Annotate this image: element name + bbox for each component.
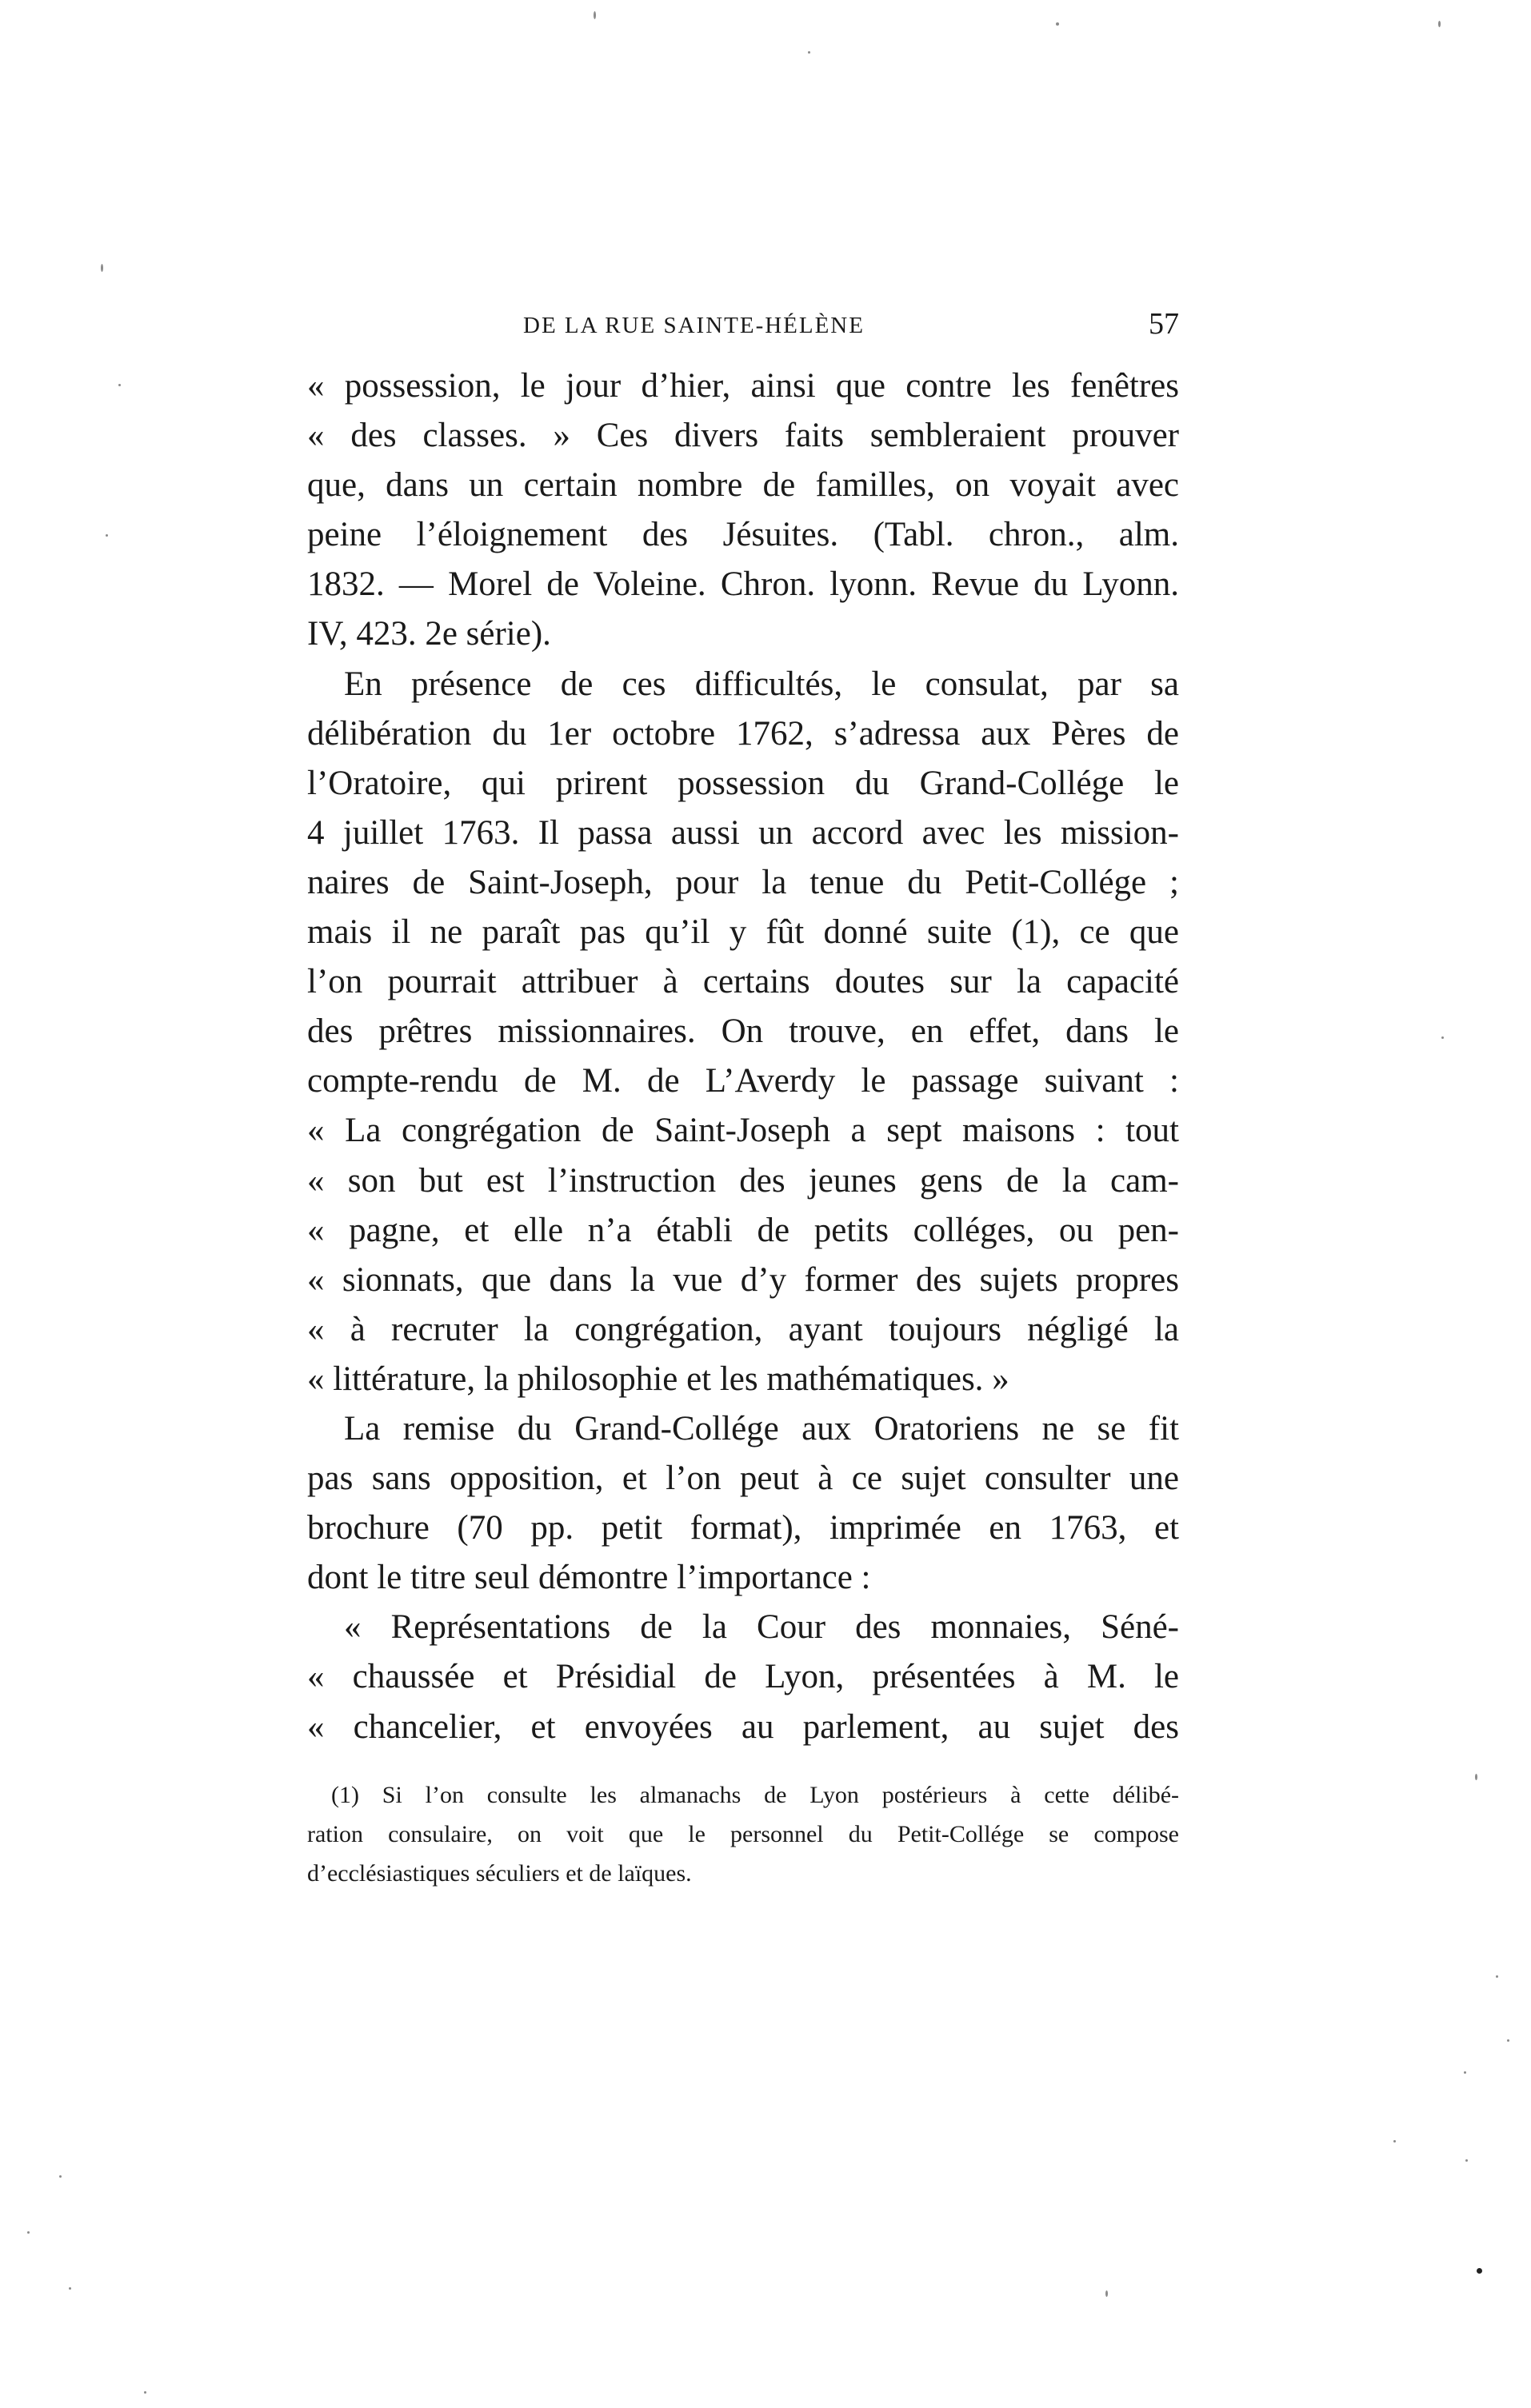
scan-speck [1056, 22, 1059, 26]
scan-speck [1465, 2159, 1468, 2162]
text-line: « Représentations de la Cour des monnaies, Séné- [344, 1608, 1179, 1647]
text-line: brochure (70 pp. petit format), imprimée en 1763, et [307, 1509, 1179, 1547]
scan-speck [69, 2287, 71, 2290]
text-line: pas sans opposition, et l’on peut à ce sujet consulter une [307, 1460, 1179, 1498]
text-line: peine l’éloignement des Jésuites. (Tabl. chron., alm. [307, 516, 1179, 554]
running-head [307, 306, 1179, 351]
text-line: « La congrégation de Saint-Joseph a sept maisons : tout [307, 1112, 1179, 1150]
page-number: 57 [1149, 307, 1179, 341]
footnote-line: d’ecclésiastiques séculiers et de laïques. [307, 1860, 692, 1887]
text-line: « son but est l’instruction des jeunes gens de la cam- [307, 1161, 1179, 1200]
text-line: « sionnats, que dans la vue d’y former des sujets propres [307, 1260, 1179, 1299]
body-text [307, 361, 1179, 1752]
scan-speck [144, 2391, 146, 2394]
text-line: mais il ne paraît pas qu’il y fût donné suite (1), ce que [307, 913, 1179, 952]
text-line: dont le titre seul démontre l’importance : [307, 1559, 871, 1597]
scan-speck [1464, 2071, 1466, 2074]
text-line: des prêtres missionnaires. On trouve, en effet, dans le [307, 1012, 1179, 1051]
text-line: En présence de ces difficultés, le consulat, par sa [344, 665, 1179, 703]
text-line: l’Oratoire, qui prirent possession du Grand-Collége le [307, 764, 1179, 802]
scan-speck [106, 534, 108, 537]
scan-speck [1496, 1975, 1498, 1978]
footnote-line: ration consulaire, on voit que le personnel du Petit-Collége se compose [307, 1821, 1179, 1847]
text-line: que, dans un certain nombre de familles, on voyait avec [307, 466, 1179, 505]
scan-speck [1477, 2268, 1482, 2274]
scan-speck [1438, 21, 1441, 27]
text-line: La remise du Grand-Collége aux Oratoriens ne se fit [344, 1409, 1179, 1448]
text-line: naires de Saint-Joseph, pour la tenue du Petit-Collége ; [307, 863, 1179, 901]
text-line: compte-rendu de M. de L’Averdy le passage suivant : [307, 1062, 1179, 1100]
scan-speck [118, 384, 121, 386]
scan-speck [808, 51, 810, 54]
scan-speck [1393, 2140, 1396, 2142]
scan-speck [594, 11, 596, 19]
running-title: DE LA RUE SAINTE-HÉLÈNE [523, 313, 865, 338]
text-line: « possession, le jour d’hier, ainsi que contre les fenêtres [307, 367, 1179, 405]
text-line: IV, 423. 2e série). [307, 615, 551, 653]
text-line: « pagne, et elle n’a établi de petits colléges, ou pen- [307, 1211, 1179, 1249]
scan-speck [1105, 2290, 1108, 2297]
scan-speck [59, 2175, 62, 2178]
text-line: 1832. — Morel de Voleine. Chron. lyonn. Revue du Lyonn. [307, 565, 1179, 604]
scan-speck [1475, 1774, 1477, 1780]
text-line: 4 juillet 1763. Il passa aussi un accord avec les mission- [307, 813, 1179, 852]
text-line: l’on pourrait attribuer à certains doutes sur la capacité [307, 963, 1179, 1001]
footnote [307, 1775, 1179, 1893]
text-line: « chancelier, et envoyées au parlement, au sujet des [307, 1707, 1179, 1746]
text-line: « des classes. » Ces divers faits sembleraient prouver [307, 417, 1179, 455]
text-line: « littérature, la philosophie et les mathématiques. » [307, 1360, 1009, 1398]
scan-speck [1441, 1036, 1444, 1039]
scan-speck [1507, 2039, 1509, 2042]
scan-speck [27, 2231, 30, 2234]
footnote-line: (1) Si l’on consulte les almanachs de Lyon postérieurs à cette délibé- [331, 1782, 1179, 1808]
text-line: « à recruter la congrégation, ayant toujours négligé la [307, 1310, 1179, 1348]
text-line: « chaussée et Présidial de Lyon, présentées à M. le [307, 1658, 1179, 1696]
scan-speck [101, 264, 103, 272]
text-line: délibération du 1er octobre 1762, s’adressa aux Pères de [307, 714, 1179, 753]
